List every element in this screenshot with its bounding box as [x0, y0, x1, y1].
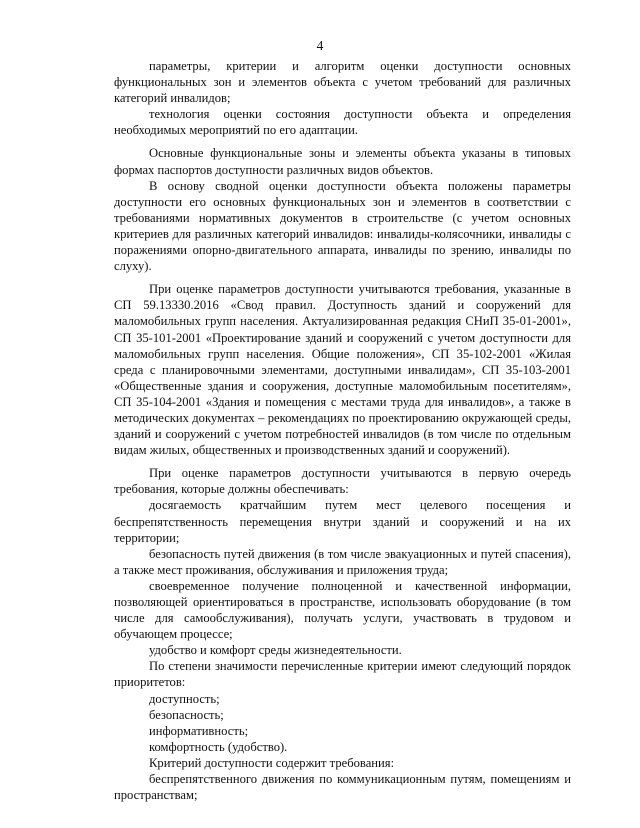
paragraph: технология оценки состояния доступности объекта и определения необходимых мероприятий по его адаптации.: [114, 107, 571, 138]
priority-item: информативность;: [149, 723, 249, 738]
paragraph: досягаемость кратчайшим путем мест целевого посещения и беспрепятственность перемещения внутри зданий и сооружений и на их территории;: [114, 498, 571, 545]
paragraph: безопасность путей движения (в том числе эвакуационных и путей спасения), а также мест проживания, обслуживания и приложения труда;: [114, 546, 571, 577]
paragraph: По степени значимости перечисленные критерии имеют следующий порядок приоритетов:: [114, 659, 571, 690]
priority-item: комфортность (удобство).: [149, 739, 288, 754]
priority-item: доступность;: [149, 691, 220, 706]
priority-item: безопасность;: [149, 707, 224, 722]
paragraph: удобство и комфорт среды жизнедеятельности.: [149, 643, 402, 658]
paragraph: При оценке параметров доступности учитываются в первую очередь требования, которые должны обеспечивать:: [114, 466, 571, 497]
paragraph: своевременное получение полноценной и качественной информации, позволяющей ориентироваться в пространстве, использовать оборудование (в том числе для самообслуживания), получать услуги, участвовать в трудовом и обучающем процессе;: [114, 578, 571, 642]
page-number: 4: [316, 38, 324, 53]
paragraph: беспрепятственного движения по коммуникационным путям, помещениям и пространствам;: [114, 772, 571, 803]
paragraph: параметры, критерии и алгоритм оценки доступности основных функциональных зон и элементов объекта с учетом требований для различных категорий инвалидов;: [114, 59, 571, 106]
paragraph: Критерий доступности содержит требования:: [149, 755, 395, 770]
paragraph: Основные функциональные зоны и элементы объекта указаны в типовых формах паспортов доступности различных видов объектов.: [114, 146, 571, 177]
paragraph: В основу сводной оценки доступности объекта положены параметры доступности его основных функциональных зон и элементов в соответствии с требованиями нормативных документов в строительстве (с учетом основных критериев для различных категорий инвалидов: инвалиды-колясочники, инвалиды с поражениями опорно-двигательного аппарата, инвалиды по зрению, инвалиды по слуху).: [114, 178, 571, 274]
paragraph: При оценке параметров доступности учитываются требования, указанные в СП 59.13330.2016 «Свод правил. Доступность зданий и сооружений для маломобильных групп населения. Актуализированная редакция СНиП 35-01-2001», СП 35-101-2001 «Проектирование зданий и сооружений с учетом доступности для маломобильных групп населения. Общие положения», СП 35-102-2001 «Жилая среда с планировочными элементами, доступными инвалидам», СП 35-103-2001 «Общественные здания и сооружения, доступные маломобильным посетителям», СП 35-104-2001 «Здания и помещения с местами труда для инвалидов», а также в методических документах – рекомендациях по проектированию окружающей среды, зданий и сооружений с учетом потребностей инвалидов (в том числе по отдельным видам жилых, общественных и производственных зданий и сооружений).: [114, 282, 571, 458]
document-body: [114, 58, 571, 803]
